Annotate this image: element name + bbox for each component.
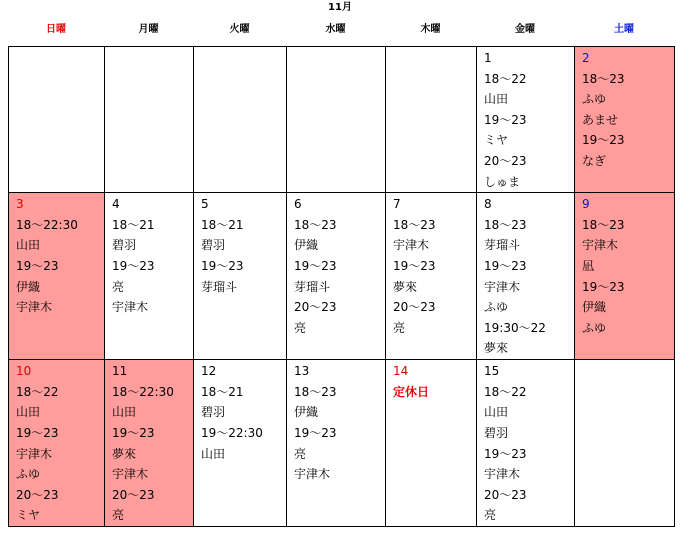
day-cell	[105, 193, 194, 360]
schedule-entry: 宇津木	[112, 467, 149, 482]
schedule-entry: 碧羽	[484, 425, 509, 440]
day-cell-content	[105, 47, 193, 48]
day-number: 3	[16, 197, 24, 212]
schedule-entry: なぎ	[582, 153, 607, 168]
weekday-header	[0, 20, 680, 40]
day-cell	[194, 193, 287, 360]
schedule-entry: 18～23	[484, 217, 527, 232]
schedule-entry: 18～21	[201, 217, 244, 232]
schedule-entry: 20～23	[112, 487, 155, 502]
schedule-entry: 19～23	[16, 425, 59, 440]
schedule-entry: 19～23	[294, 258, 337, 273]
schedule-entry: 宇津木	[393, 238, 430, 253]
day-cell-content	[9, 47, 104, 48]
schedule-entry: 芽瑠斗	[294, 279, 331, 294]
schedule-entry: 19～23	[484, 258, 527, 273]
schedule-entry: 19～23	[582, 279, 625, 294]
day-cell-content	[9, 193, 104, 318]
schedule-entry: 19～23	[112, 258, 155, 273]
day-cell-content	[386, 360, 476, 402]
day-cell	[105, 360, 194, 527]
schedule-entry: 19～23	[294, 425, 337, 440]
schedule-entry: 20～23	[484, 487, 527, 502]
day-cell-content	[9, 360, 104, 526]
schedule-entry: 19～23	[112, 425, 155, 440]
day-cell-content	[575, 193, 674, 338]
day-cell	[575, 193, 675, 360]
empty-day-cell	[194, 47, 287, 193]
empty-day-cell	[287, 47, 386, 193]
schedule-entry: ミヤ	[16, 508, 41, 523]
day-cell-content	[575, 360, 674, 361]
schedule-entry: ミヤ	[484, 133, 509, 148]
schedule-entry: 宇津木	[294, 467, 331, 482]
day-number: 1	[484, 51, 492, 65]
schedule-entry: ふゆ	[582, 92, 607, 107]
weekday-wednesday: 水曜	[325, 24, 346, 35]
day-cell	[477, 47, 575, 193]
schedule-entry: 20～23	[16, 487, 59, 502]
schedule-entry: 亮	[112, 508, 125, 523]
schedule-entry: ふゆ	[484, 300, 509, 315]
day-number: 14	[393, 364, 409, 379]
schedule-entry: 18～23	[294, 384, 337, 399]
schedule-entry: 山田	[16, 238, 41, 253]
schedule-entry: 亮	[294, 320, 307, 335]
weekday-saturday: 土曜	[614, 24, 634, 35]
schedule-entry: 18～22	[484, 71, 527, 86]
day-cell-content	[287, 47, 385, 48]
schedule-entry: 宇津木	[112, 300, 149, 315]
schedule-entry: 19～23	[393, 258, 436, 273]
weekday-thursday: 木曜	[420, 24, 441, 35]
day-cell-content	[386, 193, 476, 338]
day-number: 7	[393, 197, 401, 212]
schedule-entry: 18～21	[201, 384, 244, 399]
schedule-entry: 19～23	[16, 258, 59, 273]
schedule-entry: 夢來	[112, 446, 137, 461]
schedule-entry: 18～23	[294, 217, 337, 232]
day-cell	[575, 47, 675, 193]
day-cell-content	[194, 193, 286, 297]
schedule-entry: 18～22	[484, 384, 527, 399]
day-cell-content	[477, 360, 574, 526]
day-number: 10	[16, 364, 32, 379]
schedule-entry: 山田	[112, 405, 137, 420]
schedule-entry: 山田	[484, 405, 509, 420]
schedule-entry: 宇津木	[16, 300, 53, 315]
calendar-grid	[8, 46, 675, 527]
schedule-entry: 19:30～22	[484, 320, 546, 335]
schedule-entry: 碧羽	[201, 238, 226, 253]
day-number: 2	[582, 51, 590, 65]
schedule-entry: 宇津木	[16, 446, 53, 461]
empty-day-cell	[575, 360, 675, 527]
schedule-entry: 宇津木	[484, 279, 521, 294]
schedule-entry: 18～23	[582, 71, 625, 86]
day-number: 8	[484, 197, 492, 212]
schedule-entry: 碧羽	[112, 238, 137, 253]
day-cell-content	[194, 360, 286, 464]
day-number: 5	[201, 197, 209, 212]
schedule-entry: 夢來	[393, 279, 418, 294]
day-cell	[386, 360, 477, 527]
schedule-entry: 山田	[484, 92, 509, 107]
day-cell-content	[575, 47, 674, 172]
schedule-entry: 亮	[112, 279, 125, 294]
day-cell	[9, 360, 105, 527]
schedule-entry: 18～22	[16, 384, 59, 399]
day-cell	[287, 360, 386, 527]
day-cell-content	[287, 360, 385, 485]
schedule-entry: 19～23	[484, 446, 527, 461]
day-number: 12	[201, 364, 217, 379]
day-cell	[386, 193, 477, 360]
week-row	[9, 360, 675, 527]
closed-day-label: 定休日	[393, 384, 430, 399]
day-cell	[287, 193, 386, 360]
day-cell-content	[105, 360, 193, 526]
day-number: 4	[112, 197, 120, 212]
day-cell-content	[194, 47, 286, 48]
empty-day-cell	[386, 47, 477, 193]
schedule-entry: 芽瑠斗	[201, 279, 238, 294]
day-cell	[194, 360, 287, 527]
schedule-entry: 山田	[16, 405, 41, 420]
schedule-entry: ふゆ	[582, 320, 607, 335]
month-title: 11月	[328, 2, 352, 13]
schedule-entry: 18～23	[393, 217, 436, 232]
schedule-entry: 19～23	[201, 258, 244, 273]
schedule-entry: 18～23	[582, 217, 625, 232]
empty-day-cell	[105, 47, 194, 193]
schedule-entry: 宇津木	[582, 238, 619, 253]
schedule-entry: 伊織	[294, 238, 319, 253]
schedule-entry: 18～22:30	[16, 217, 78, 232]
schedule-entry: 凪	[582, 258, 595, 273]
day-cell	[9, 193, 105, 360]
day-number: 9	[582, 197, 590, 212]
schedule-entry: 碧羽	[201, 405, 226, 420]
day-cell-content	[477, 193, 574, 359]
week-row	[9, 47, 675, 193]
week-row	[9, 193, 675, 360]
weekday-monday: 月曜	[138, 24, 159, 35]
day-number: 6	[294, 197, 302, 212]
day-number: 11	[112, 364, 128, 379]
weekday-sunday: 日曜	[46, 24, 66, 35]
schedule-entry: 亮	[393, 320, 406, 335]
schedule-entry: 18～22:30	[112, 384, 174, 399]
schedule-entry: ふゆ	[16, 467, 41, 482]
schedule-entry: 伊織	[294, 405, 319, 420]
day-cell-content	[287, 193, 385, 338]
day-cell-content	[386, 47, 476, 48]
schedule-entry: 宇津木	[484, 467, 521, 482]
schedule-entry: 19～23	[582, 133, 625, 148]
day-cell-content	[105, 193, 193, 318]
day-cell-content	[477, 47, 574, 192]
schedule-entry: 亮	[484, 508, 497, 523]
day-cell	[477, 360, 575, 527]
schedule-entry: 亮	[294, 446, 307, 461]
schedule-entry: あませ	[582, 112, 619, 127]
day-number: 13	[294, 364, 310, 379]
schedule-entry: 伊織	[16, 279, 41, 294]
schedule-entry: 山田	[201, 446, 226, 461]
day-cell	[477, 193, 575, 360]
schedule-entry: 20～23	[294, 300, 337, 315]
schedule-entry: 19～23	[484, 112, 527, 127]
schedule-entry: 20～23	[393, 300, 436, 315]
empty-day-cell	[9, 47, 105, 193]
schedule-entry: 19～22:30	[201, 425, 263, 440]
schedule-entry: 20～23	[484, 153, 527, 168]
schedule-entry: 夢來	[484, 341, 509, 356]
schedule-entry: 芽瑠斗	[484, 238, 521, 253]
weekday-friday: 金曜	[515, 24, 535, 35]
schedule-entry: しゅま	[484, 174, 521, 189]
weekday-tuesday: 火曜	[229, 24, 250, 35]
day-number: 15	[484, 364, 500, 379]
schedule-entry: 18～21	[112, 217, 155, 232]
schedule-entry: 伊織	[582, 300, 607, 315]
